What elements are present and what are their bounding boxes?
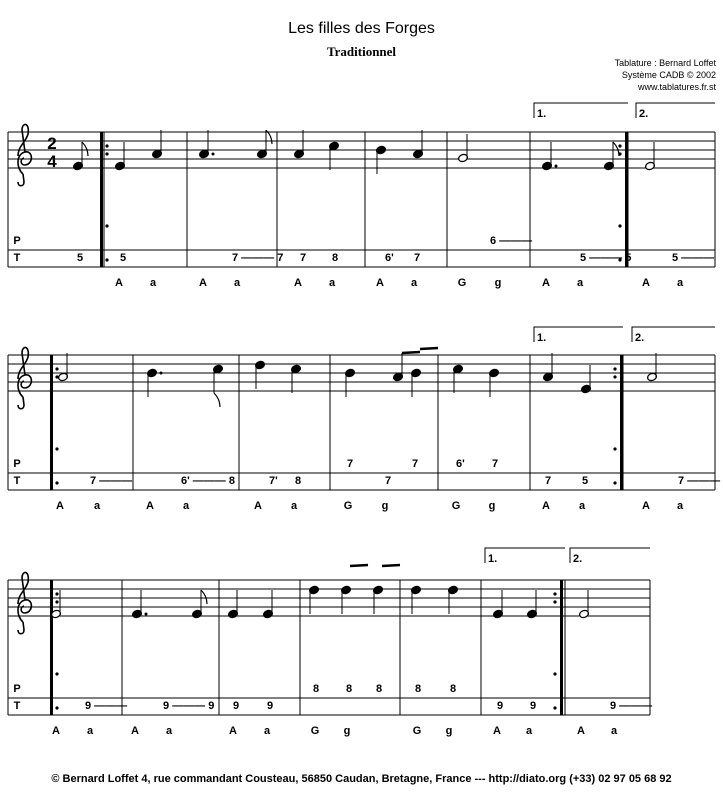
note-beam xyxy=(420,348,438,349)
push-button-number: 7 ——— 7 xyxy=(232,252,284,264)
push-button-number: 9 xyxy=(497,700,504,712)
repeat-dot xyxy=(613,367,616,370)
push-button-number: 8 xyxy=(295,475,302,487)
credit-system: Système CADB © 2002 xyxy=(621,70,716,80)
volta-1-label: 1. xyxy=(537,332,547,344)
pull-button-number: 6 ——— xyxy=(490,235,533,247)
volta-bracket xyxy=(534,327,623,342)
volta-2-label: 2. xyxy=(573,553,583,565)
chord-label: a xyxy=(525,725,533,737)
push-button-number: 5 xyxy=(120,252,127,264)
pull-button-number: 8 xyxy=(450,683,457,695)
chord-label: g xyxy=(343,725,351,737)
repeat-dot xyxy=(55,367,58,370)
staff-system-3 xyxy=(8,548,652,737)
song-title: Les filles des Forges xyxy=(288,20,435,37)
chord-label: g xyxy=(381,500,389,512)
chord-label: G xyxy=(412,725,422,737)
chord-label: a xyxy=(149,277,157,289)
push-button-number: 7 ——— xyxy=(678,475,721,487)
repeat-end-bar xyxy=(560,580,563,715)
chord-label: a xyxy=(578,500,586,512)
pull-button-number: 8 xyxy=(313,683,320,695)
chord-label: a xyxy=(93,500,101,512)
chord-label: A xyxy=(493,725,501,737)
staff-system-2 xyxy=(8,327,720,512)
eighth-flag xyxy=(613,142,619,156)
push-button-number: 9 ——— xyxy=(610,700,653,712)
repeat-start-bar xyxy=(50,355,53,490)
treble-clef-icon xyxy=(18,572,31,633)
chord-label: G xyxy=(343,500,353,512)
chord-label: a xyxy=(328,277,336,289)
note-beam xyxy=(382,565,400,566)
pull-button-number: 7 xyxy=(347,458,354,470)
push-row-label: T xyxy=(13,700,21,712)
repeat-dot xyxy=(618,224,621,227)
credit-author: Tablature : Bernard Loffet xyxy=(614,58,716,68)
song-subtitle: Traditionnel xyxy=(326,44,397,59)
pull-button-number: 7 xyxy=(412,458,419,470)
chord-label: a xyxy=(263,725,271,737)
volta-2-label: 2. xyxy=(635,332,645,344)
pull-row-label: P xyxy=(13,683,21,695)
push-button-number: 5 xyxy=(77,252,84,264)
push-button-number: 7 ——— xyxy=(90,475,133,487)
repeat-dot xyxy=(105,152,108,155)
push-row-label: T xyxy=(13,252,21,264)
chord-label: A xyxy=(376,277,384,289)
push-button-number: 9 xyxy=(267,700,274,712)
repeat-dot xyxy=(613,375,616,378)
repeat-dot xyxy=(613,447,616,450)
chord-label: A xyxy=(199,277,207,289)
note-dot xyxy=(212,153,215,156)
chord-label: A xyxy=(56,500,64,512)
push-button-number: 6' xyxy=(385,252,394,264)
chord-label: A xyxy=(542,500,550,512)
chord-label: G xyxy=(310,725,320,737)
pull-row-label: P xyxy=(13,235,21,247)
repeat-dot xyxy=(55,481,58,484)
repeat-dot xyxy=(55,706,58,709)
chord-label: A xyxy=(254,500,262,512)
repeat-dot xyxy=(553,600,556,603)
chord-label: a xyxy=(410,277,418,289)
repeat-dot xyxy=(55,592,58,595)
volta-1-label: 1. xyxy=(537,108,547,120)
chord-label: A xyxy=(146,500,154,512)
note-dot xyxy=(145,613,148,616)
pull-button-number: 8 xyxy=(415,683,422,695)
eighth-flag xyxy=(201,590,207,604)
repeat-dot xyxy=(553,706,556,709)
push-button-number: 7 xyxy=(385,475,392,487)
repeat-dot xyxy=(105,224,108,227)
footer-contact: © Bernard Loffet 4, rue commandant Cousteau, 56850 Caudan, Bretagne, France --- http://diato.org (+33) 02 97 05 68 92 xyxy=(51,773,672,785)
chord-label: a xyxy=(290,500,298,512)
repeat-dot xyxy=(55,672,58,675)
push-button-number: 6' ——— 8 xyxy=(181,475,235,487)
pull-button-number: 8 xyxy=(376,683,383,695)
chord-label: a xyxy=(182,500,190,512)
chord-label: a xyxy=(165,725,173,737)
chord-label: g xyxy=(494,277,502,289)
push-row-label: T xyxy=(13,475,21,487)
chord-label: A xyxy=(642,500,650,512)
treble-clef-icon xyxy=(18,124,31,185)
repeat-dot xyxy=(105,144,108,147)
push-button-number: 7 xyxy=(414,252,421,264)
time-signature-bottom: 4 xyxy=(47,152,57,171)
repeat-dot xyxy=(105,258,108,261)
chord-label: g xyxy=(488,500,496,512)
eighth-flag xyxy=(82,142,88,156)
pull-button-number: 7 xyxy=(492,458,499,470)
chord-label: A xyxy=(229,725,237,737)
push-button-number: 7 xyxy=(545,475,552,487)
volta-1-label: 1. xyxy=(488,553,498,565)
credit-website: www.tablatures.fr.st xyxy=(637,82,716,92)
chord-label: g xyxy=(445,725,453,737)
chord-label: A xyxy=(642,277,650,289)
treble-clef-icon xyxy=(18,347,31,408)
repeat-end-bar xyxy=(625,132,628,267)
chord-label: a xyxy=(610,725,618,737)
chord-label: A xyxy=(115,277,123,289)
eighth-flag xyxy=(214,393,220,407)
repeat-start-bar xyxy=(50,580,53,715)
repeat-dot xyxy=(553,672,556,675)
note-beam xyxy=(350,565,368,566)
push-button-number: 9 xyxy=(530,700,537,712)
push-button-number: 9 xyxy=(233,700,240,712)
staff-system-1 xyxy=(8,103,715,289)
volta-2-label: 2. xyxy=(639,108,649,120)
note-beam xyxy=(402,352,420,353)
repeat-dot xyxy=(55,447,58,450)
repeat-dot xyxy=(55,600,58,603)
push-button-number: 5 xyxy=(582,475,589,487)
chord-label: A xyxy=(52,725,60,737)
volta-bracket xyxy=(632,327,715,342)
chord-label: a xyxy=(676,500,684,512)
repeat-dot xyxy=(613,481,616,484)
chord-label: a xyxy=(233,277,241,289)
push-button-number: 5 ——— 5 xyxy=(580,252,632,264)
push-button-number: 8 xyxy=(332,252,339,264)
chord-label: A xyxy=(577,725,585,737)
chord-label: a xyxy=(676,277,684,289)
chord-label: a xyxy=(86,725,94,737)
volta-bracket xyxy=(534,103,628,118)
repeat-dot xyxy=(618,144,621,147)
chord-label: A xyxy=(542,277,550,289)
repeat-end-bar xyxy=(620,355,623,490)
pull-row-label: P xyxy=(13,458,21,470)
chord-label: A xyxy=(131,725,139,737)
chord-label: G xyxy=(451,500,461,512)
repeat-dot xyxy=(553,592,556,595)
push-button-number: 5 ——— xyxy=(672,252,715,264)
note-dot xyxy=(555,165,558,168)
chord-label: G xyxy=(457,277,467,289)
chord-label: A xyxy=(294,277,302,289)
push-button-number: 9 ——— 9 xyxy=(163,700,215,712)
push-button-number: 7 xyxy=(300,252,307,264)
time-signature-top: 2 xyxy=(47,134,57,153)
pull-button-number: 6' xyxy=(456,458,465,470)
note-dot xyxy=(160,372,163,375)
pull-button-number: 8 xyxy=(346,683,353,695)
push-button-number: 7' xyxy=(269,475,278,487)
repeat-start-bar xyxy=(100,132,103,267)
chord-label: a xyxy=(576,277,584,289)
push-button-number: 9 ——— xyxy=(85,700,128,712)
